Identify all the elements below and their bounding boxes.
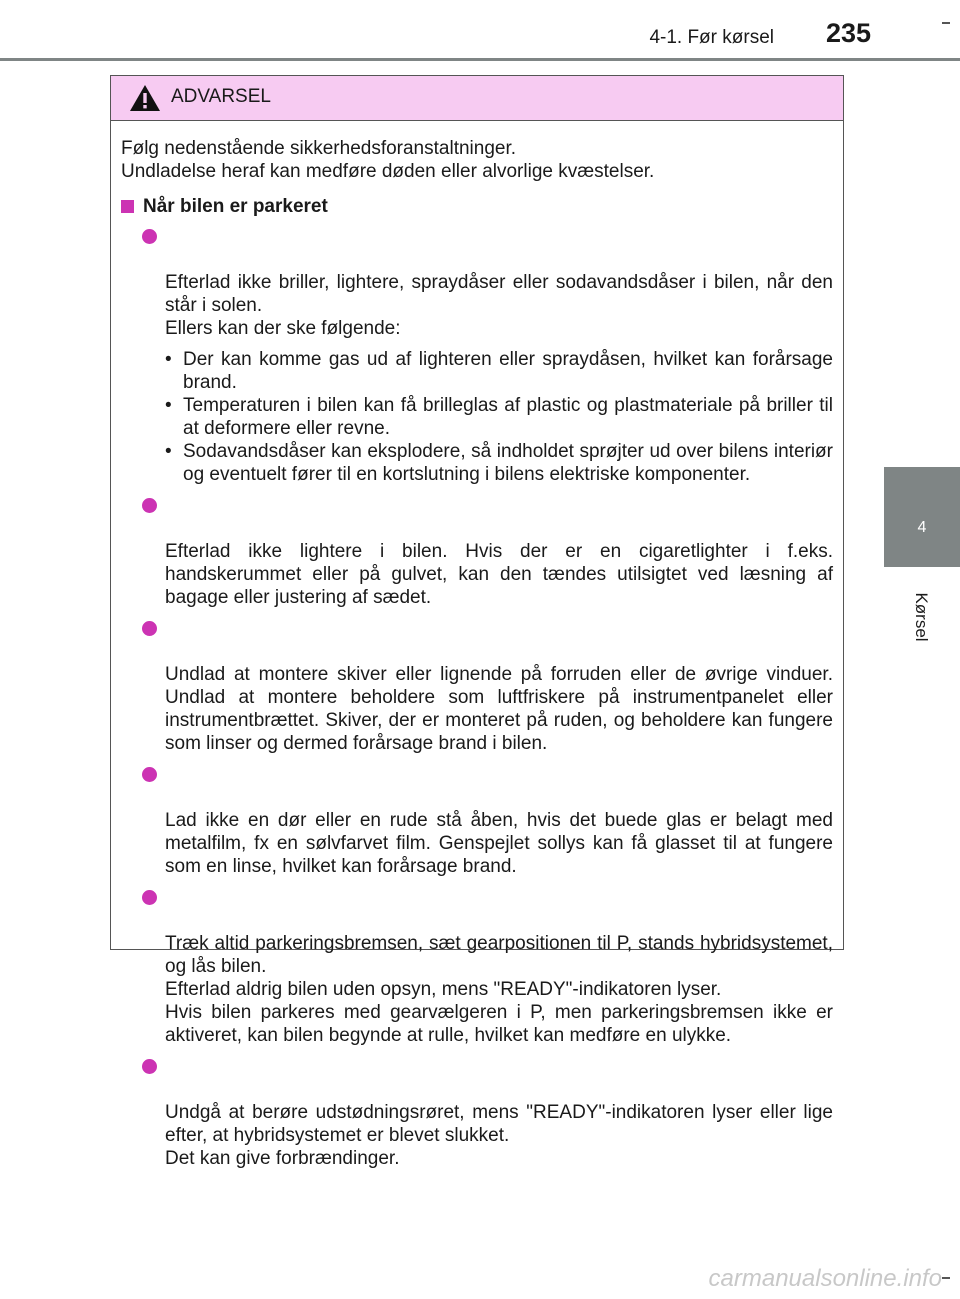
list-item [121, 494, 833, 609]
list-item-text: Efterlad ikke lightere i bilen. Hvis der er en cigaretlighter i f.eks. handskerummet eller på gulvet, kan den tændes utilsigtet ved læsning af bagage eller justering af sædet. [165, 541, 833, 608]
list-item [121, 225, 833, 340]
square-bullet-icon [121, 200, 134, 213]
bullet-dot-icon [142, 890, 157, 905]
chapter-tab-label-area [884, 567, 960, 667]
chapter-tab[interactable] [884, 467, 960, 567]
warning-box [110, 75, 844, 1169]
bullet-dot-icon [142, 229, 157, 244]
page-number: 235 [826, 18, 872, 48]
chapter-number: 4 [917, 519, 927, 536]
list-item [121, 1055, 833, 1170]
warning-triangle-icon [129, 84, 161, 112]
crop-mark [942, 22, 950, 24]
subheading [121, 195, 833, 218]
warning-body [111, 121, 843, 1170]
sub-list-item: • Sodavandsdåser kan eksplodere, så indholdet sprøjter ud over bilens interiør og eventuelt fører til en kortslutning i bilens elektriske komponenter. [121, 440, 833, 486]
sub-list [121, 348, 833, 486]
section-title: 4-1. Før kørsel [649, 27, 774, 48]
header-rule [0, 58, 960, 61]
bullet-dot-icon [142, 621, 157, 636]
warning-title: ADVARSEL [171, 86, 271, 107]
warning-intro: Følg nedenstående sikkerhedsforanstaltninger. Undladelse heraf kan medføre døden eller alvorlige kvæstelser. [121, 138, 655, 182]
crop-mark [942, 1277, 950, 1279]
watermark: carmanualsonline.info [708, 1265, 942, 1292]
list-item [121, 886, 833, 1047]
warning-header [111, 76, 843, 121]
chapter-label: Kørsel [912, 592, 931, 642]
list-item-text: Efterlad ikke briller, lightere, spraydåser eller sodavandsdåser i bilen, når den står i solen. Ellers kan der ske følgende: [165, 272, 833, 339]
sub-list-item: • Temperaturen i bilen kan få brilleglas af plastic og plastmateriale på briller til at deformere eller revne. [121, 394, 833, 440]
list-item-text: Undlad at montere skiver eller lignende på forruden eller de øvrige vinduer. Undlad at montere beholdere som luftfriskere på instrumentpanelet eller instrumentbrættet. Skiver, der er monteret på ruden, og beholdere kan fungere som linser og dermed forårsage brand i bilen. [165, 664, 833, 754]
sub-list-item: • Der kan komme gas ud af lighteren eller spraydåsen, hvilket kan forårsage brand. [121, 348, 833, 394]
bullet-dot-icon [142, 1059, 157, 1074]
list-item-text: Lad ikke en dør eller en rude stå åben, hvis det buede glas er belagt med metalfilm, fx en sølvfarvet film. Genspejlet sollys kan få glasset til at fungere som en linse, hvilket kan forårsage brand. [165, 810, 833, 877]
bullet-dot-icon [142, 767, 157, 782]
bullet-dot-icon [142, 498, 157, 513]
subheading-text: Når bilen er parkeret [143, 196, 328, 217]
list-item [121, 763, 833, 878]
list-item-text: Undgå at berøre udstødningsrøret, mens "READY"-indikatoren lyser eller lige efter, at hybridsystemet er blevet slukket. Det kan give forbrændinger. [165, 1102, 833, 1169]
list-item-text: Træk altid parkeringsbremsen, sæt gearpositionen til P, stands hybridsystemet, og lås bilen. Efterlad aldrig bilen uden opsyn, mens "READY"-indikatoren lyser. Hvis bilen parkeres med gearvælgeren i P, men parkeringsbremsen ikke er aktiveret, kan bilen begynde at rulle, hvilket kan medføre en ulykke. [165, 933, 833, 1046]
list-item [121, 617, 833, 755]
